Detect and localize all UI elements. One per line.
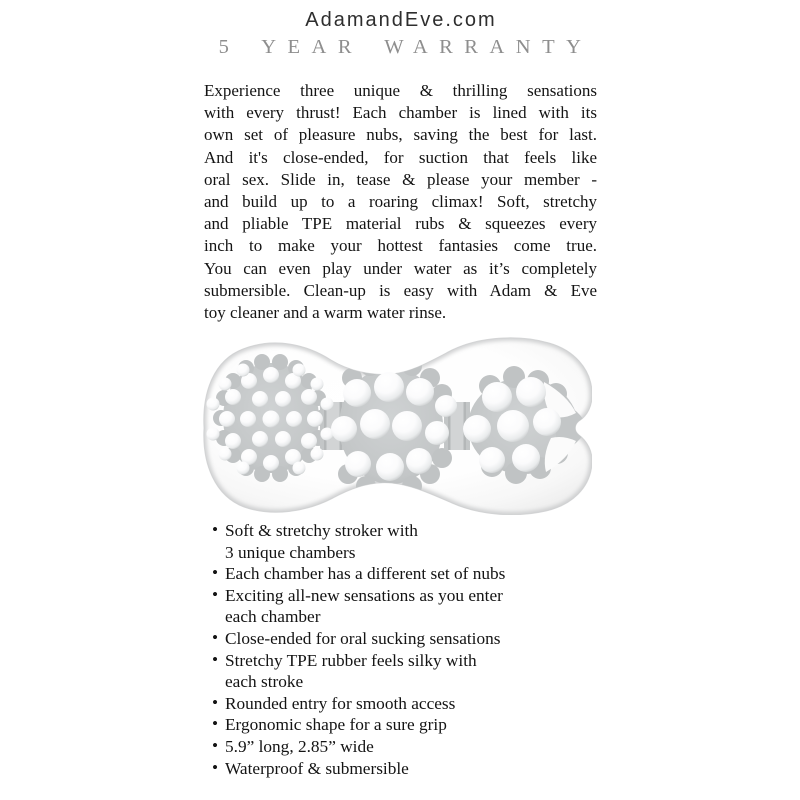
site-name: AdamandEve.com: [305, 9, 497, 31]
bullet-icon: •: [212, 714, 219, 734]
feature-line: • Rounded entry for smooth access: [212, 692, 456, 713]
feature-line: • Each chamber has a different set of nubs: [212, 563, 506, 584]
bullet-icon: •: [212, 627, 219, 647]
para-line: inch to make your hottest fantasies come true.: [204, 236, 597, 256]
feature-line: • Waterproof & submersible: [212, 757, 409, 778]
warranty-heading: 5 YEAR WARRANTY: [218, 36, 593, 58]
bullet-icon: •: [212, 520, 219, 539]
para-line: Experience three unique & thrilling sensations: [204, 81, 597, 100]
para-line: submersible. Clean-up is easy with Adam & Eve: [204, 280, 597, 300]
para-line: toy cleaner and a warm water rinse.: [204, 303, 447, 323]
para-line: You can even play under water as it’s completely: [204, 258, 597, 278]
feature-line: each stroke: [225, 672, 304, 692]
para-line: with every thrust! Each chamber is lined with its: [204, 103, 597, 123]
bullet-icon: •: [212, 649, 219, 669]
bullet-icon: •: [212, 692, 219, 712]
feature-line: • Close-ended for oral sucking sensations: [212, 627, 501, 648]
chamber-1-nubs: [207, 364, 334, 475]
feature-line: 3 unique chambers: [225, 542, 356, 562]
para-line: And it's close-ended, for suction that feels like: [204, 147, 597, 167]
feature-list: [212, 520, 642, 779]
feature-line: • 5.9” long, 2.85” wide: [212, 735, 374, 756]
bullet-icon: •: [212, 735, 219, 755]
para-line: own set of pleasure nubs, saving the best for last.: [204, 125, 597, 145]
feature-line: • Exciting all-new sensations as you enter: [212, 584, 503, 605]
feature-line: • Ergonomic shape for a sure grip: [212, 714, 447, 735]
para-line: oral sex. Slide in, tease & please your member -: [204, 169, 597, 189]
para-line: and build up to a roaring climax! Soft, stretchy: [204, 192, 597, 212]
description-paragraph: [204, 80, 597, 324]
bullet-icon: •: [212, 757, 219, 777]
feature-line: • Stretchy TPE rubber feels silky with: [212, 649, 477, 670]
feature-line: each chamber: [225, 607, 321, 627]
bullet-icon: •: [212, 563, 219, 583]
bullet-icon: •: [212, 584, 219, 604]
para-line: and pliable TPE material rubs & squeezes every: [204, 214, 597, 234]
product-illustration: [200, 333, 592, 515]
feature-line: • Soft & stretchy stroker with: [212, 520, 418, 540]
